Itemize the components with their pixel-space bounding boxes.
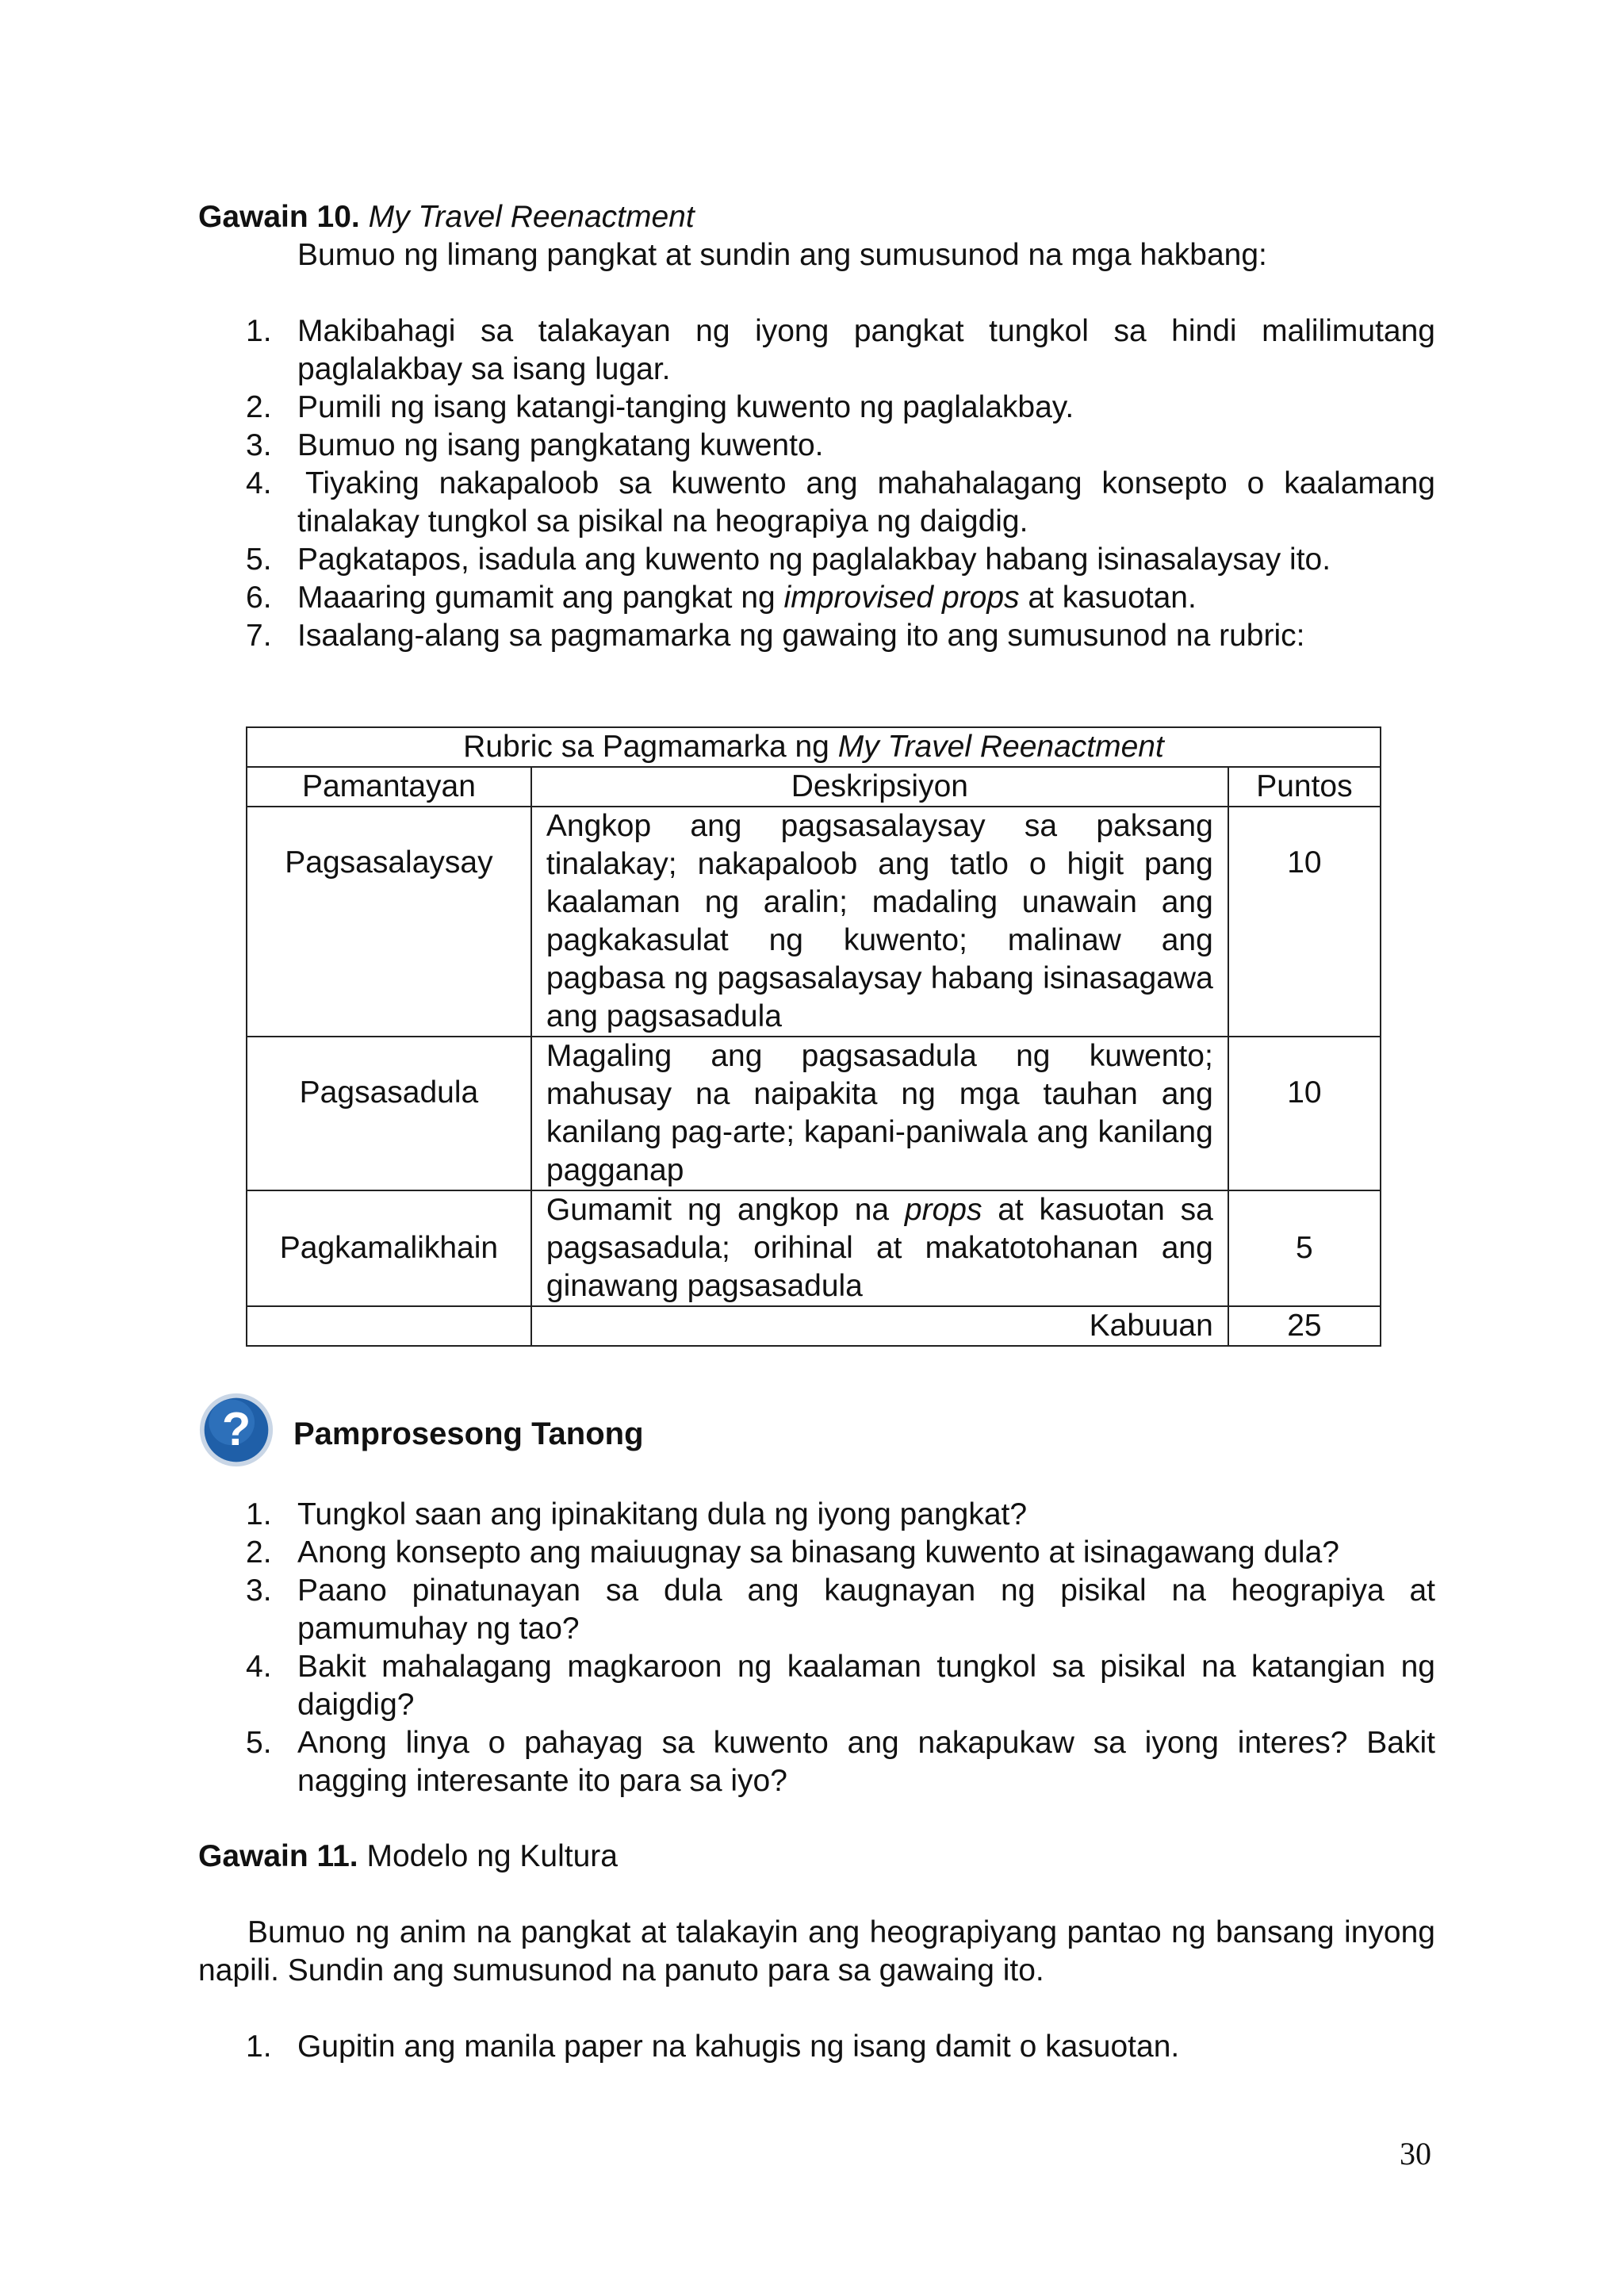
list-item: 6. Maaaring gumamit ang pangkat ng improvised props at kasuotan. — [246, 581, 1197, 615]
list-item: 4. Tiyaking nakapaloob sa kuwento ang mahahalagang konsepto o kaalamang tinalakay tungkol sa pisikal na heograpiya ng daigdig. — [246, 466, 1435, 539]
criterion-cell: Pagsasalaysay — [247, 807, 531, 1037]
header-puntos: Puntos — [1228, 767, 1381, 807]
description-cell: Gumamit ng angkop na props at kasuotan sa pagsasadula; orihinal at makatotohanan ang ginawang pagsasadula — [531, 1190, 1228, 1306]
criterion-cell: Pagsasadula — [247, 1037, 531, 1190]
gawain-10-label: Gawain 10. — [198, 200, 360, 234]
pamprosesong-questions — [198, 1496, 1435, 1800]
table-row — [247, 807, 1381, 1037]
rubric-table — [246, 726, 1381, 1347]
gawain-11-intro — [198, 1914, 1435, 1990]
list-item: 2. Pumili ng isang katangi-tanging kuwento ng paglalakbay. — [246, 390, 1074, 424]
list-item: 1. Tungkol saan ang ipinakitang dula ng iyong pangkat? — [246, 1497, 1028, 1531]
list-item: 4. Bakit mahalagang magkaroon ng kaalaman tungkol sa pisikal na katangian ng daigdig? — [246, 1650, 1435, 1722]
total-points: 25 — [1228, 1306, 1381, 1346]
gawain-10-title: My Travel Reenactment — [368, 200, 695, 234]
criterion-cell: Pagkamalikhain — [247, 1190, 531, 1306]
gawain-10-intro — [198, 236, 1435, 274]
gawain-11-title: Modelo ng Kultura — [366, 1839, 618, 1873]
list-item: 5. Anong linya o pahayag sa kuwento ang nakapukaw sa iyong interes? Bakit nagging interesante ito para sa iyo? — [246, 1726, 1435, 1798]
table-header-row — [247, 767, 1381, 807]
list-item: 1. Makibahagi sa talakayan ng iyong pangkat tungkol sa hindi malilimutang paglalakbay sa isang lugar. — [246, 314, 1435, 386]
gawain-11-intro-text: Bumuo ng anim na pangkat at talakayin ang heograpiyang pantao ng bansang inyong napili. Sundin ang sumusunod na panuto para sa gawaing ito. — [198, 1915, 1435, 1987]
header-pamantayan: Pamantayan — [247, 767, 531, 807]
gawain-10-heading — [198, 198, 1435, 236]
list-item: 3. Bumuo ng isang pangkatang kuwento. — [246, 428, 824, 462]
gawain-10-intro-text: Bumuo ng limang pangkat at sundin ang sumusunod na mga hakbang: — [297, 238, 1267, 272]
total-label: Kabuuan — [531, 1306, 1228, 1346]
table-row — [247, 1190, 1381, 1306]
points-cell: 10 — [1228, 1037, 1381, 1190]
list-item: 7. Isaalang-alang sa pagmamarka ng gawaing ito ang sumusunod na rubric: — [246, 619, 1305, 653]
list-item: 3. Paano pinatunayan sa dula ang kaugnayan ng pisikal na heograpiya at pamumuhay ng tao? — [246, 1573, 1435, 1646]
gawain-11-label: Gawain 11. — [198, 1839, 358, 1873]
list-item: 2. Anong konsepto ang maiuugnay sa binasang kuwento at isinagawang dula? — [246, 1535, 1339, 1570]
list-item: 1. Gupitin ang manila paper na kahugis ng isang damit o kasuotan. — [246, 2030, 1180, 2064]
question-circle-icon — [198, 1392, 274, 1468]
gawain-10-steps — [198, 312, 1435, 655]
gawain-11-steps — [198, 2028, 1435, 2066]
table-row — [247, 1037, 1381, 1190]
rubric-caption: Rubric sa Pagmamarka ng My Travel Reenactment — [247, 727, 1381, 767]
description-cell: Angkop ang pagsasalaysay sa paksang tinalakay; nakapaloob ang tatlo o higit pang kaalaman ng aralin; madaling unawain ang pagkakasulat ng kuwento; malinaw ang pagbasa ng pagsasalaysay habang isinasagawa ang pagsasadula — [531, 807, 1228, 1037]
pamprosesong-title: Pamprosesong Tanong — [293, 1416, 644, 1451]
svg-text:?: ? — [221, 1402, 251, 1456]
gawain-11-heading — [198, 1838, 1435, 1876]
table-total-row — [247, 1306, 1381, 1346]
points-cell: 5 — [1228, 1190, 1381, 1306]
page-number: 30 — [1400, 2136, 1431, 2171]
description-cell: Magaling ang pagsasadula ng kuwento; mahusay na naipakita ng mga tauhan ang kanilang pag-arte; kapani-paniwala ang kanilang pagganap — [531, 1037, 1228, 1190]
table-caption-row — [247, 727, 1381, 767]
list-item: 5. Pagkatapos, isadula ang kuwento ng paglalakbay habang isinasalaysay ito. — [246, 542, 1331, 577]
header-deskripsiyon: Deskripsiyon — [531, 767, 1228, 807]
points-cell: 10 — [1228, 807, 1381, 1037]
